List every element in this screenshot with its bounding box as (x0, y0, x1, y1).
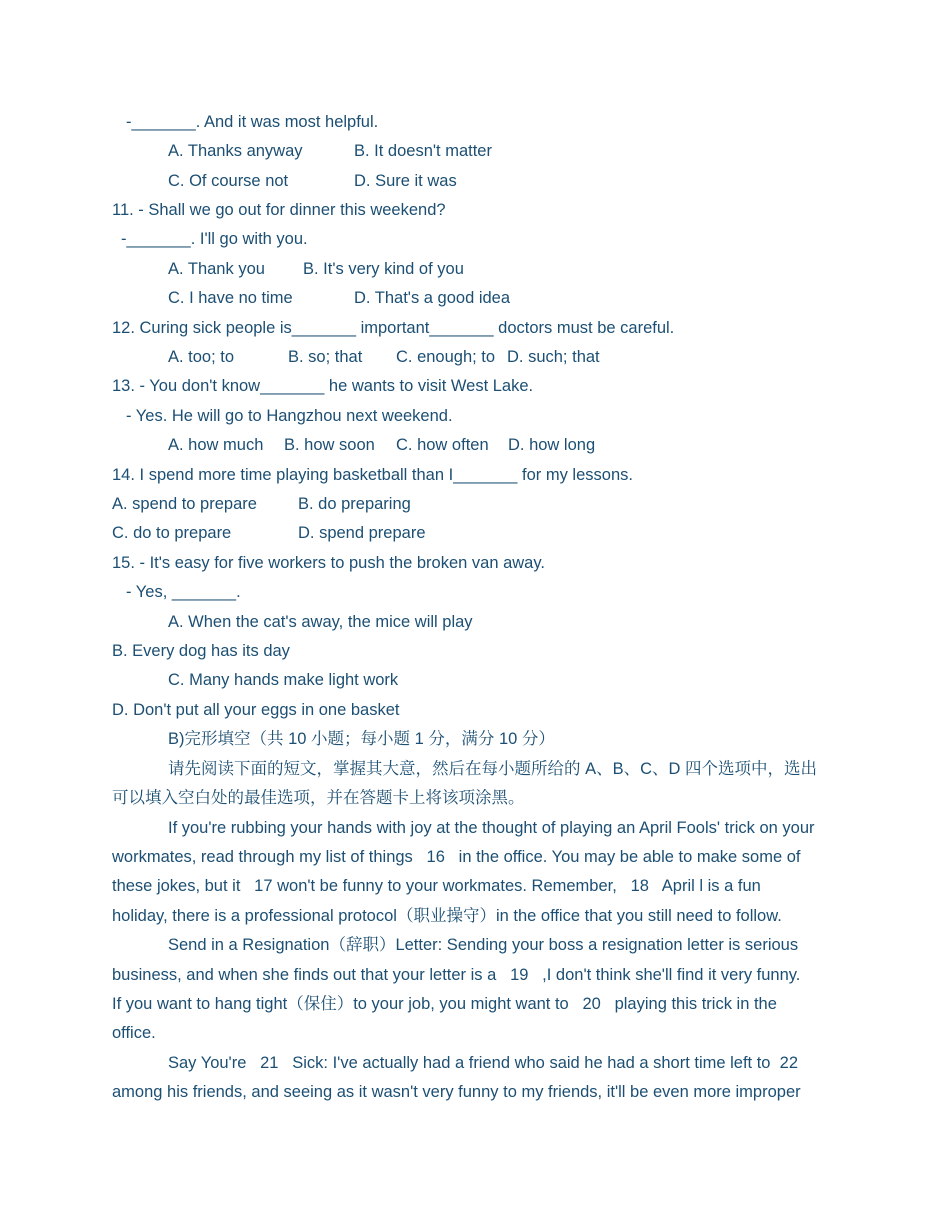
q15-reply: - Yes, _______. (126, 583, 241, 601)
q12-option-b: B. so; that (288, 348, 363, 366)
q13-option-b: B. how soon (284, 436, 375, 454)
q13-stem: 13. - You don't know_______ he wants to visit West Lake. (112, 377, 534, 395)
q13-option-d: D. how long (508, 436, 596, 454)
passage-line: Say You're 21 Sick: I've actually had a friend who said he had a short time left to 22 (168, 1054, 799, 1072)
q15-option-d: D. Don't put all your eggs in one basket (112, 701, 400, 719)
q15-option-a: A. When the cat's away, the mice will play (168, 613, 473, 631)
q14-stem: 14. I spend more time playing basketball than I_______ for my lessons. (112, 466, 633, 484)
q15-stem: 15. - It's easy for five workers to push the broken van away. (112, 554, 545, 572)
q12-option-a: A. too; to (168, 348, 235, 366)
q11-stem: 11. - Shall we go out for dinner this weekend? (112, 201, 446, 219)
q15-option-c: C. Many hands make light work (168, 671, 399, 689)
passage-line: business, and when she finds out that your letter is a 19 ,I don't think she'll find it very funny. (112, 966, 801, 984)
section-b-heading: B)完形填空（共 10 小题；每小题 1 分，满分 10 分） (168, 730, 555, 748)
section-b-instruction-line: 可以填入空白处的最佳选项，并在答题卡上将该项涂黑。 (112, 789, 525, 807)
q10-option-c: C. Of course not (168, 172, 289, 190)
q11-option-a: A. Thank you (168, 260, 265, 278)
q11-option-d: D. That's a good idea (354, 289, 511, 307)
q10-option-a: A. Thanks anyway (168, 142, 303, 160)
q12-stem: 12. Curing sick people is_______ important_______ doctors must be careful. (112, 319, 675, 337)
q13-option-a: A. how much (168, 436, 264, 454)
q13-option-c: C. how often (396, 436, 489, 454)
passage-line: Send in a Resignation（辞职）Letter: Sending your boss a resignation letter is serious (168, 936, 799, 954)
q10-option-d: D. Sure it was (354, 172, 457, 190)
passage-line: holiday, there is a professional protocol（职业操守）in the office that you still need to follow. (112, 907, 782, 925)
q14-option-c: C. do to prepare (112, 524, 232, 542)
passage-line: among his friends, and seeing as it wasn't very funny to my friends, it'll be even more improper (112, 1083, 801, 1101)
q13-reply: - Yes. He will go to Hangzhou next weekend. (126, 407, 453, 425)
passage-line: these jokes, but it 17 won't be funny to your workmates. Remember, 18 April l is a fun (112, 877, 761, 895)
q14-option-a: A. spend to prepare (112, 495, 257, 513)
q11-option-c: C. I have no time (168, 289, 293, 307)
passage-line: If you want to hang tight（保住）to your job, you might want to 20 playing this trick in the (112, 995, 777, 1013)
q10-answer-line: -_______. And it was most helpful. (126, 113, 379, 131)
passage-line: office. (112, 1024, 156, 1042)
q10-option-b: B. It doesn't matter (354, 142, 492, 160)
passage-line: workmates, read through my list of things 16 in the office. You may be able to make some of (112, 848, 801, 866)
q14-option-b: B. do preparing (298, 495, 411, 513)
section-b-instruction-line: 请先阅读下面的短文，掌握其大意，然后在每小题所给的 A、B、C、D 四个选项中，选出 (168, 760, 818, 778)
q11-answer-line: -_______. I'll go with you. (121, 230, 308, 248)
q12-option-d: D. such; that (507, 348, 600, 366)
q11-option-b: B. It's very kind of you (303, 260, 464, 278)
q12-option-c: C. enough; to (396, 348, 496, 366)
q15-option-b: B. Every dog has its day (112, 642, 290, 660)
passage-line: If you're rubbing your hands with joy at the thought of playing an April Fools' trick on your (168, 819, 815, 837)
q14-option-d: D. spend prepare (298, 524, 426, 542)
